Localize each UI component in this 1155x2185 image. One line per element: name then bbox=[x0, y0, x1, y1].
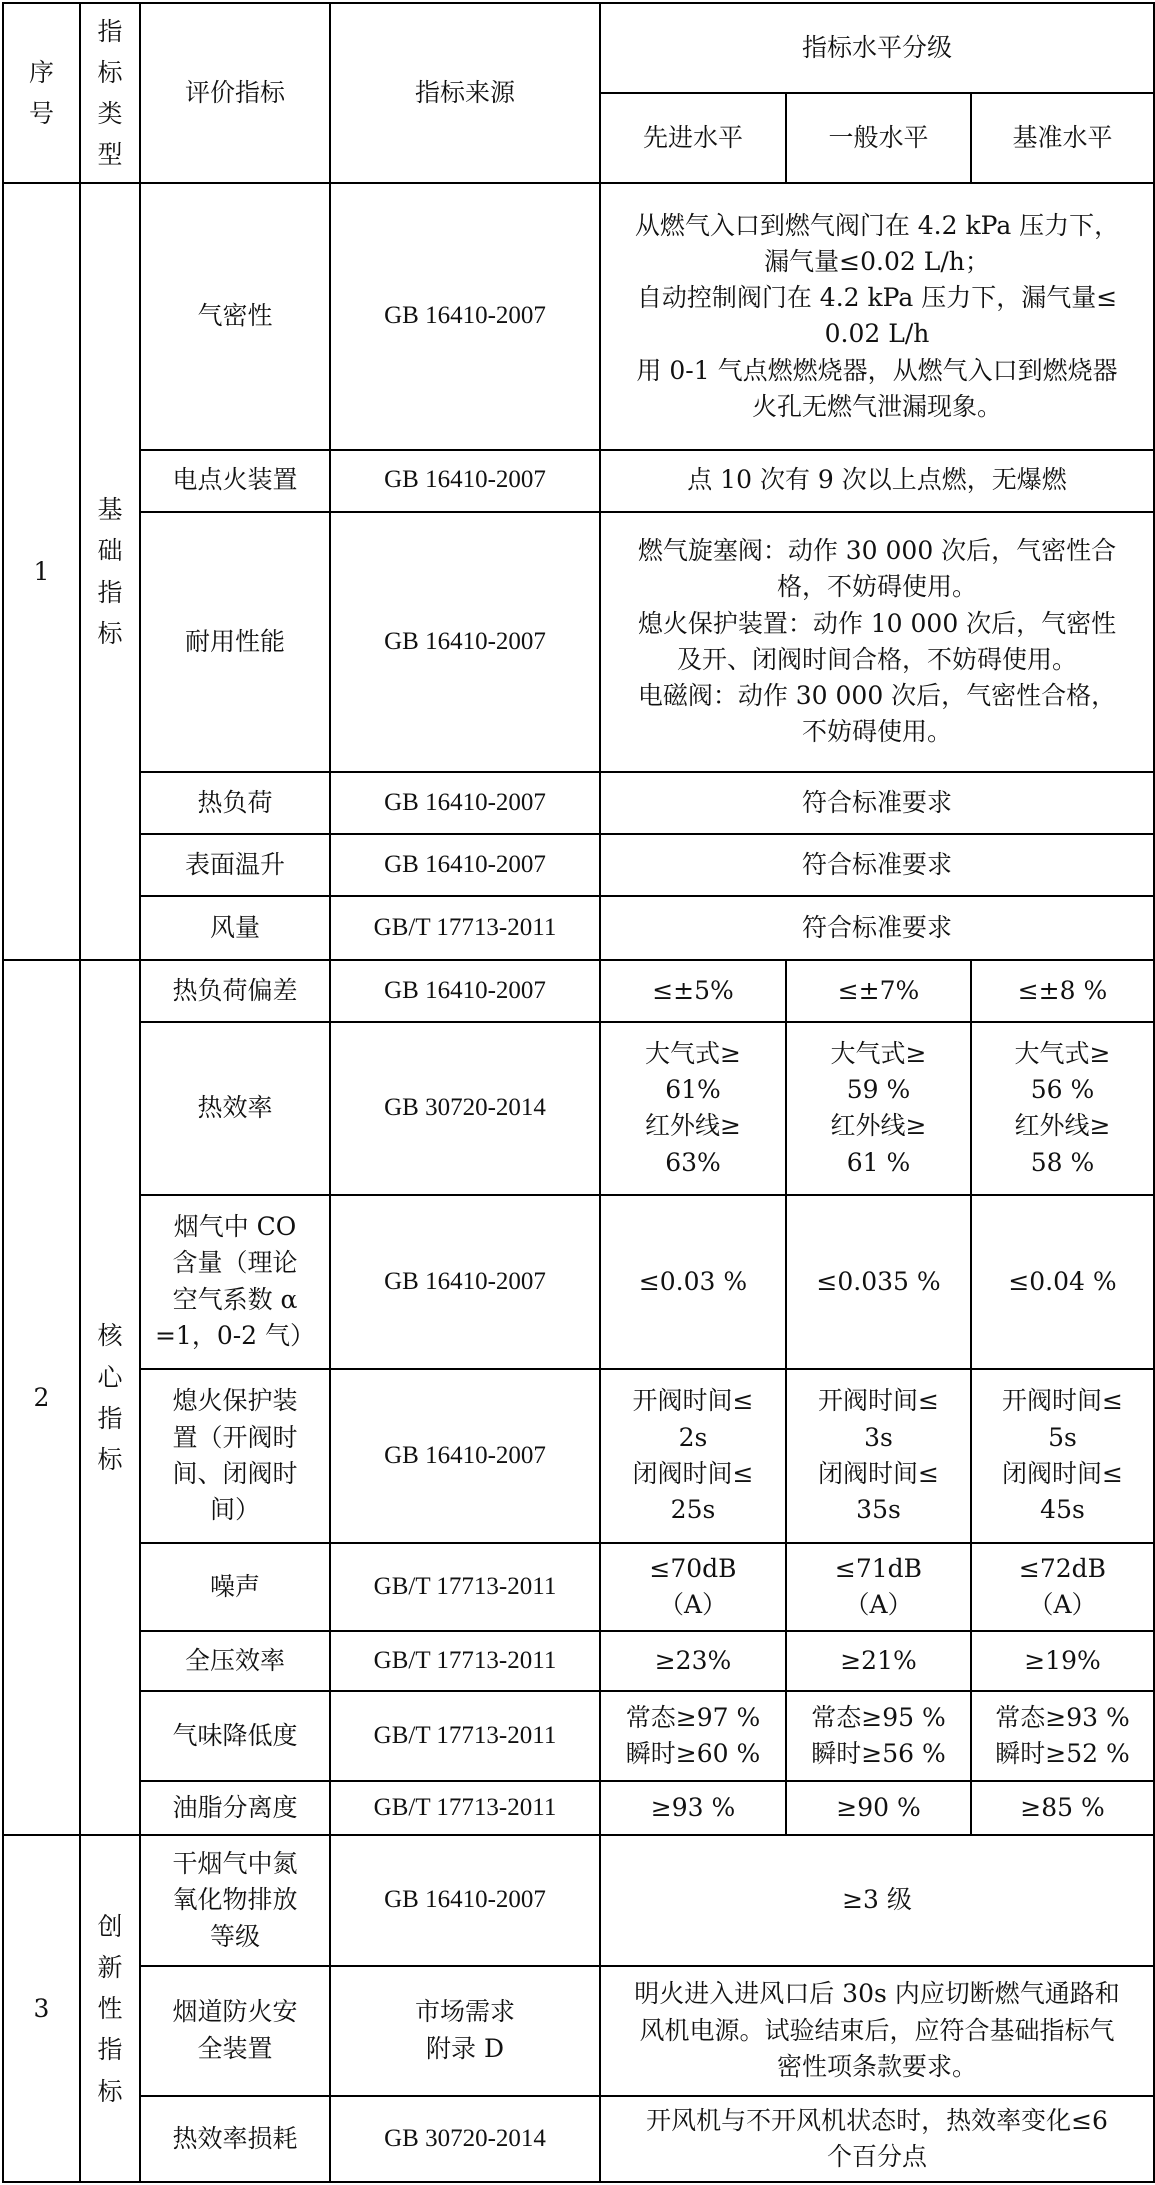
level-merged: 符合标准要求 bbox=[600, 896, 1154, 960]
indicator-name: 干烟气中氮 氧化物排放 等级 bbox=[140, 1835, 330, 1965]
level-advanced: 大气式≥ 61% 红外线≥ 63% bbox=[600, 1022, 786, 1194]
header-advanced: 先进水平 bbox=[600, 93, 786, 183]
header-baseline: 基准水平 bbox=[971, 93, 1154, 183]
indicator-name: 热效率 bbox=[140, 1022, 330, 1194]
indicator-name: 气味降低度 bbox=[140, 1691, 330, 1781]
group-type: 基础指标 bbox=[80, 183, 140, 960]
level-advanced: ≥23% bbox=[600, 1631, 786, 1691]
level-baseline: 大气式≥ 56 % 红外线≥ 58 % bbox=[971, 1022, 1154, 1194]
level-advanced: 常态≥97 % 瞬时≥60 % bbox=[600, 1691, 786, 1781]
table-row bbox=[3, 2096, 1154, 2182]
level-merged: 从燃气入口到燃气阀门在 4.2 kPa 压力下， 漏气量≤0.02 L/h； 自动控制阀门在 4.2 kPa 压力下，漏气量≤ 0.02 L/h 用 0-1 气点燃燃烧器，从燃气入口到燃烧器 火孔无燃气泄漏现象。 bbox=[600, 183, 1154, 449]
level-advanced: ≤70dB （A） bbox=[600, 1543, 786, 1631]
header-type: 指标类型 bbox=[80, 3, 140, 183]
indicator-source: 市场需求 附录 D bbox=[330, 1966, 600, 2096]
group-seq: 1 bbox=[3, 183, 80, 960]
group-type: 创新性指标 bbox=[80, 1835, 140, 2182]
table-row bbox=[3, 1781, 1154, 1835]
indicator-name: 热负荷 bbox=[140, 772, 330, 834]
indicator-name: 热效率损耗 bbox=[140, 2096, 330, 2182]
level-general: ≤0.035 % bbox=[786, 1195, 971, 1369]
table-row bbox=[3, 1966, 1154, 2096]
table-row bbox=[3, 1195, 1154, 1369]
table-row bbox=[3, 512, 1154, 772]
level-baseline: ≥85 % bbox=[971, 1781, 1154, 1835]
indicator-name: 表面温升 bbox=[140, 834, 330, 896]
level-merged: 点 10 次有 9 次以上点燃，无爆燃 bbox=[600, 450, 1154, 512]
indicator-source: GB 16410-2007 bbox=[330, 512, 600, 772]
level-general: 开阀时间≤ 3s 闭阀时间≤ 35s bbox=[786, 1369, 971, 1543]
indicator-source: GB 16410-2007 bbox=[330, 772, 600, 834]
table-row bbox=[3, 834, 1154, 896]
header-indicator: 评价指标 bbox=[140, 3, 330, 183]
indicator-source: GB/T 17713-2011 bbox=[330, 1543, 600, 1631]
level-general: ≥90 % bbox=[786, 1781, 971, 1835]
table-row bbox=[3, 896, 1154, 960]
indicator-source: GB 16410-2007 bbox=[330, 183, 600, 449]
level-general: ≤±7% bbox=[786, 960, 971, 1022]
indicator-source: GB 16410-2007 bbox=[330, 450, 600, 512]
header-source: 指标来源 bbox=[330, 3, 600, 183]
level-general: 常态≥95 % 瞬时≥56 % bbox=[786, 1691, 971, 1781]
level-baseline: ≤0.04 % bbox=[971, 1195, 1154, 1369]
indicator-name: 风量 bbox=[140, 896, 330, 960]
level-general: 大气式≥ 59 % 红外线≥ 61 % bbox=[786, 1022, 971, 1194]
indicator-name: 电点火装置 bbox=[140, 450, 330, 512]
level-advanced: ≤0.03 % bbox=[600, 1195, 786, 1369]
level-merged: 符合标准要求 bbox=[600, 834, 1154, 896]
indicator-name: 耐用性能 bbox=[140, 512, 330, 772]
indicator-source: GB/T 17713-2011 bbox=[330, 896, 600, 960]
table-row bbox=[3, 1543, 1154, 1631]
indicator-source: GB/T 17713-2011 bbox=[330, 1631, 600, 1691]
group-seq: 3 bbox=[3, 1835, 80, 2182]
table-row bbox=[3, 1369, 1154, 1543]
level-advanced: ≤±5% bbox=[600, 960, 786, 1022]
table-row bbox=[3, 183, 1154, 449]
table-row bbox=[3, 772, 1154, 834]
group-type: 核心指标 bbox=[80, 960, 140, 1835]
level-general: ≤71dB （A） bbox=[786, 1543, 971, 1631]
table-row bbox=[3, 1022, 1154, 1194]
level-merged: 符合标准要求 bbox=[600, 772, 1154, 834]
indicator-name: 噪声 bbox=[140, 1543, 330, 1631]
indicator-source: GB 16410-2007 bbox=[330, 834, 600, 896]
header-general: 一般水平 bbox=[786, 93, 971, 183]
level-baseline: ≥19% bbox=[971, 1631, 1154, 1691]
indicator-source: GB 16410-2007 bbox=[330, 960, 600, 1022]
indicator-source: GB 16410-2007 bbox=[330, 1195, 600, 1369]
level-merged: 燃气旋塞阀：动作 30 000 次后，气密性合 格，不妨碍使用。 熄火保护装置：动作 10 000 次后，气密性 及开、闭阀时间合格，不妨碍使用。 电磁阀：动作 30 000 次后，气密性合格， 不妨碍使用。 bbox=[600, 512, 1154, 772]
table-row bbox=[3, 1691, 1154, 1781]
level-merged: 开风机与不开风机状态时，热效率变化≤6 个百分点 bbox=[600, 2096, 1154, 2182]
table-row bbox=[3, 1631, 1154, 1691]
indicator-name: 油脂分离度 bbox=[140, 1781, 330, 1835]
level-advanced: ≥93 % bbox=[600, 1781, 786, 1835]
table-row bbox=[3, 450, 1154, 512]
level-baseline: ≤±8 % bbox=[971, 960, 1154, 1022]
indicator-table bbox=[2, 2, 1155, 2183]
group-seq: 2 bbox=[3, 960, 80, 1835]
table-row bbox=[3, 1835, 1154, 1965]
level-merged: 明火进入进风口后 30s 内应切断燃气通路和 风机电源。试验结束后，应符合基础指标气 密性项条款要求。 bbox=[600, 1966, 1154, 2096]
indicator-name: 熄火保护装 置（开阀时 间、闭阀时 间） bbox=[140, 1369, 330, 1543]
indicator-source: GB/T 17713-2011 bbox=[330, 1691, 600, 1781]
indicator-source: GB 30720-2014 bbox=[330, 1022, 600, 1194]
indicator-source: GB/T 17713-2011 bbox=[330, 1781, 600, 1835]
indicator-name: 热负荷偏差 bbox=[140, 960, 330, 1022]
level-baseline: 常态≥93 % 瞬时≥52 % bbox=[971, 1691, 1154, 1781]
indicator-source: GB 16410-2007 bbox=[330, 1835, 600, 1965]
header-level-group: 指标水平分级 bbox=[600, 3, 1154, 93]
level-merged: ≥3 级 bbox=[600, 1835, 1154, 1965]
indicator-name: 气密性 bbox=[140, 183, 330, 449]
indicator-name: 全压效率 bbox=[140, 1631, 330, 1691]
indicator-name: 烟气中 CO 含量（理论 空气系数 α =1，0-2 气） bbox=[140, 1195, 330, 1369]
table-row bbox=[3, 960, 1154, 1022]
level-advanced: 开阀时间≤ 2s 闭阀时间≤ 25s bbox=[600, 1369, 786, 1543]
indicator-source: GB 30720-2014 bbox=[330, 2096, 600, 2182]
level-general: ≥21% bbox=[786, 1631, 971, 1691]
indicator-source: GB 16410-2007 bbox=[330, 1369, 600, 1543]
header-seq: 序号 bbox=[3, 3, 80, 183]
level-baseline: 开阀时间≤ 5s 闭阀时间≤ 45s bbox=[971, 1369, 1154, 1543]
level-baseline: ≤72dB （A） bbox=[971, 1543, 1154, 1631]
indicator-name: 烟道防火安 全装置 bbox=[140, 1966, 330, 2096]
